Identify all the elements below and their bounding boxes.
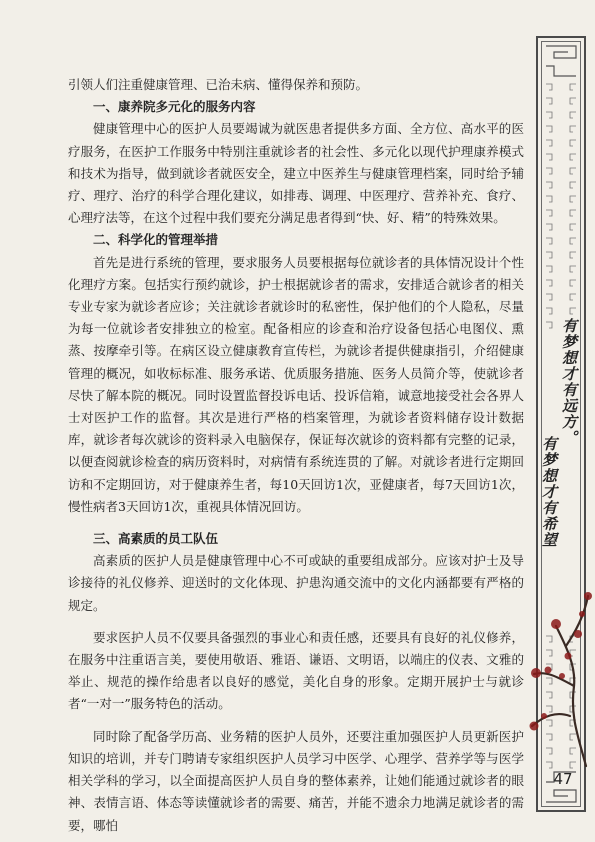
motto-vertical xyxy=(540,318,580,578)
motto-line-1: 有梦想才有远方。 xyxy=(560,318,578,446)
body-text xyxy=(68,74,524,837)
plum-blossom-illustration xyxy=(526,576,595,768)
paragraph: 要求医护人员不仅要具备强烈的事业心和责任感，还要具有良好的礼仪修养，在服务中注重语言美，要使用敬语、雅语、谦语、文明语，以端庄的仪表、文雅的举止、规范的操作给患者以良好的感觉，美化自身的形象。定期开展护士与就诊者“一对一”服务特色的活动。 xyxy=(68,629,524,712)
page-number: 47 xyxy=(553,770,573,788)
paragraph: 首先是进行系统的管理，要求服务人员要根据每位就诊者的具体情况设计个性化理疗方案。包括实行预约就诊，护士根据就诊者的需求，安排适合就诊者的相关专业专家为就诊者应诊；关注就诊者就诊时的私密性，保护他们的个人隐私，尽量为每一位就诊者安排独立的检室。配备相应的诊查和治疗设备包括心电图仪、熏蒸、按摩牵引等。在病区设立健康教育宣传栏，为就诊者提供健康指引，介绍健康管理的概况，如收标标准、服务承诺、优质服务措施、医务人员简介等，使就诊者尽快了解本院的概况。同时设置监督投诉电话、投诉信箱，诚意地接受社会各界人士对医护工作的监督。其次是进行严格的档案管理，为就诊者资料储存设计数据库，就诊者每次就诊的资料录入电脑保存，保证每次就诊的资料都有完整的记录，以便查阅就诊检查的病历资料时，对病情有系统连贯的了解。对就诊者进行定期回访和不定期回访，对于健康养生者，每10天回访1次，亚健康者，每7天回访1次，慢性病者3天回访1次，重视具体情况回访。 xyxy=(68,254,524,514)
paragraph: 同时除了配备学历高、业务精的医护人员外，还要注重加强医护人员更新医护知识的培训，并专门聘请专家组织医护人员学习中医学、心理学、营养学等与医学相关学科的学习，以全面提高医护人员自身的整体素养，让她们能通过就诊者的眼神、表情言语、体态等读懂就诊者的需要、痛苦，并能不遗余力地满足就诊者的需要，哪怕 xyxy=(68,728,524,833)
paragraph: 高素质的医护人员是健康管理中心不可或缺的重要组成部分。应该对护士及导诊接待的礼仪修养、迎送时的文化体现、护患沟通交流中的文化内涵都要有严格的规定。 xyxy=(68,553,524,613)
section-heading: 二、科学化的管理举措 xyxy=(93,232,219,248)
paragraph: 健康管理中心的医护人员要竭诚为就医患者提供多方面、全方位、高水平的医疗服务，在医护工作服务中特别注重就诊者的社会性、多元化以现代护理康养模式和技术为指导，做到就诊者就医安全，建立中医养生与健康管理档案，同时给予辅疗、理疗、治疗的科学合理化建议，如排毒、调理、中医理疗、营养补充、食疗、心理疗法等，在这个过程中我们要充分满足患者得到“快、好、精”的特殊效果。 xyxy=(68,121,524,226)
paragraph: 引领人们注重健康管理、已治未病、懂得保养和预防。 xyxy=(68,77,369,92)
section-heading: 三、高素质的员工队伍 xyxy=(93,531,219,547)
motto-line-2: 有梦想才有希望 xyxy=(540,436,558,548)
section-heading: 一、康养院多元化的服务内容 xyxy=(93,99,256,115)
